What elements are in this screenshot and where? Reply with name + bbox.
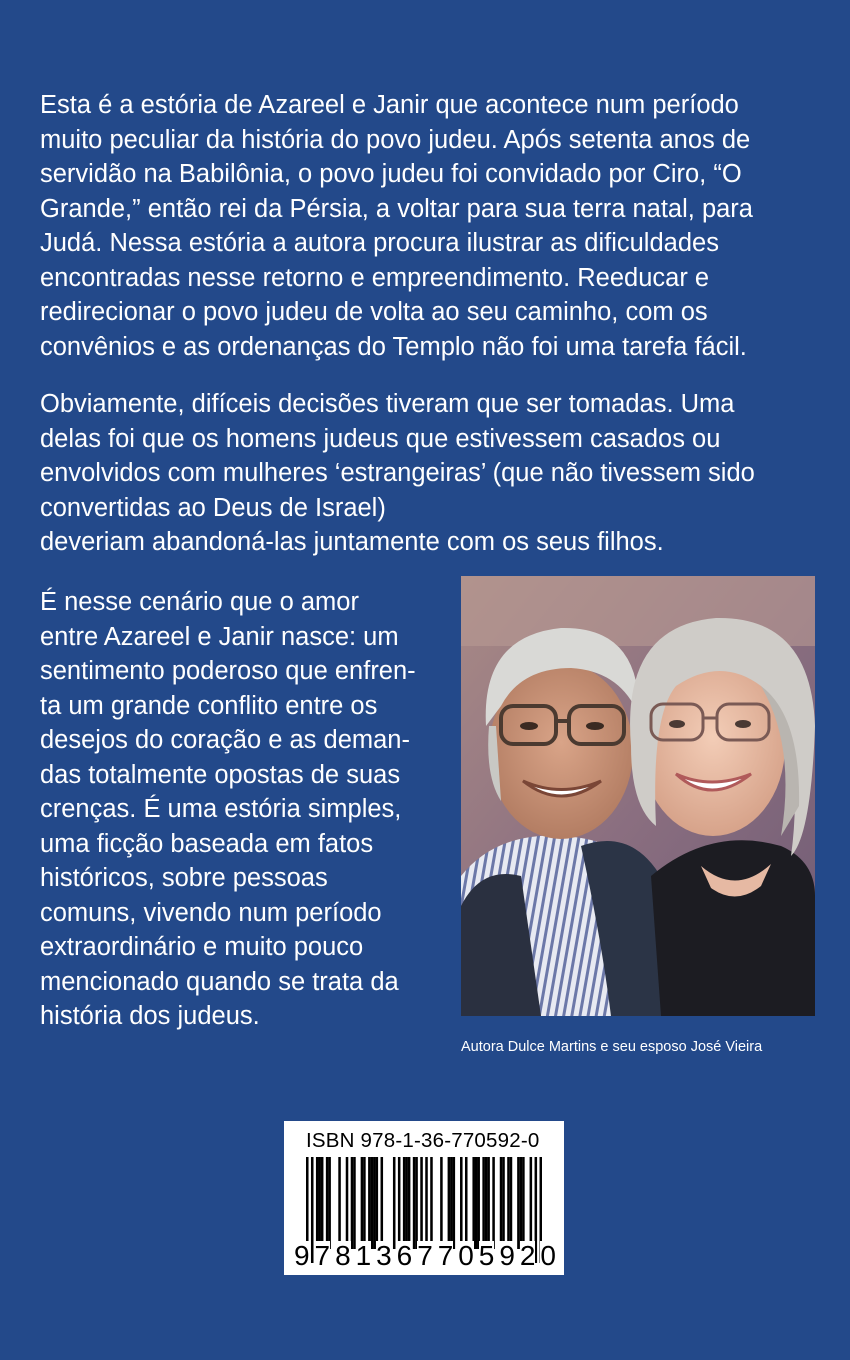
text-line: convertidas ao Deus de Israel) [40, 493, 386, 522]
synopsis-paragraph-1 [40, 88, 753, 364]
isbn-digit: 1 [355, 1240, 372, 1271]
barcode-bar [363, 1157, 366, 1249]
barcode-bar [450, 1157, 453, 1249]
barcode-bar [361, 1157, 364, 1249]
barcode-bar [448, 1157, 451, 1249]
text-line: ta um grande conflito entre os [40, 691, 378, 720]
barcode-bar [472, 1157, 475, 1249]
barcode-bar [522, 1157, 525, 1249]
barcode-bar [373, 1157, 376, 1249]
barcode-bar [440, 1157, 443, 1249]
text-line: muito peculiar da história do povo judeu. Após setenta anos de [40, 125, 751, 154]
text-line: históricos, sobre pessoas [40, 864, 328, 892]
isbn-digit: 9 [499, 1240, 515, 1271]
author-photo [461, 576, 815, 1016]
barcode-bar [492, 1157, 495, 1249]
text-line: uma ficção baseada em fatos [40, 829, 374, 858]
text-line: convênios e as ordenanças do Templo não foi uma tarefa fácil. [40, 332, 747, 361]
isbn-digits [294, 1241, 556, 1271]
barcode-bar [398, 1157, 401, 1249]
isbn-digit: 2 [519, 1240, 536, 1271]
text-line: história dos judeus. [40, 1002, 260, 1030]
text-line: delas foi que os homens judeus que estivessem casados ou [40, 424, 721, 453]
barcode-bar [371, 1157, 374, 1249]
text-line: redirecionar o povo judeu de volta ao seu caminho, com os [40, 298, 708, 326]
barcode-bar [507, 1157, 510, 1249]
barcode-bar [460, 1157, 463, 1249]
isbn-digit: 7 [314, 1240, 331, 1271]
text-line: entre Azareel e Janir nasce: um [40, 622, 399, 651]
barcode-bar [326, 1157, 329, 1249]
isbn-digit: 0 [540, 1240, 556, 1271]
barcode-bar [465, 1157, 468, 1249]
barcode-bar [351, 1157, 354, 1249]
barcode-bar [403, 1157, 406, 1249]
barcode-bar [328, 1157, 331, 1249]
barcode-bar [517, 1157, 520, 1249]
isbn-digit: 0 [458, 1240, 474, 1271]
barcode-bar [453, 1157, 456, 1249]
text-line: mencionado quando se trata da [40, 967, 399, 996]
barcode-bar [485, 1157, 488, 1249]
barcode-bar [318, 1157, 321, 1249]
text-line: Judá. Nessa estória a autora procura ilustrar as dificuldades [40, 229, 719, 257]
barcode-bar [393, 1157, 396, 1249]
barcode-bar [475, 1157, 478, 1249]
isbn-digit: 7 [417, 1240, 433, 1271]
barcode-bar [381, 1157, 384, 1249]
text-line: É nesse cenário que o amor [40, 588, 359, 616]
isbn-digit: 7 [437, 1240, 454, 1271]
photo-caption: Autora Dulce Martins e seu esposo José Vieira [461, 1039, 763, 1055]
synopsis-paragraph-3 [40, 585, 416, 1034]
isbn-digit: 8 [335, 1240, 351, 1271]
text-line: envolvidos com mulheres ‘estrangeiras’ (que não tivessem sido [40, 459, 755, 487]
text-line: sentimento poderoso que enfren- [40, 657, 416, 685]
text-line: Grande,” então rei da Pérsia, a voltar para sua terra natal, para [40, 194, 753, 223]
barcode-bar [430, 1157, 433, 1249]
barcode-bar [487, 1157, 490, 1249]
text-line: das totalmente opostas de suas [40, 760, 401, 789]
barcode-bar [321, 1157, 324, 1249]
barcode-bar [368, 1157, 371, 1249]
isbn-barcode [284, 1121, 564, 1275]
barcode-bar [346, 1157, 349, 1249]
barcode-bar [415, 1157, 418, 1249]
barcode-bar [520, 1157, 523, 1249]
barcode-bar [502, 1157, 505, 1249]
text-line: comuns, vivendo num período [40, 898, 382, 927]
barcode-bar [530, 1157, 533, 1249]
barcode-bar [376, 1157, 379, 1249]
isbn-digit: 9 [294, 1240, 310, 1271]
synopsis-paragraph-2 [40, 387, 755, 560]
barcode-bar [405, 1157, 408, 1249]
barcode-bar [500, 1157, 503, 1249]
barcode-bar [477, 1157, 480, 1249]
isbn-digit: 3 [376, 1240, 392, 1271]
text-line: desejos do coração e as deman- [40, 726, 410, 754]
barcode-bar [316, 1157, 319, 1249]
barcode-bar [353, 1157, 356, 1249]
barcode-bar [482, 1157, 485, 1249]
barcode-bar [338, 1157, 341, 1249]
isbn-digit: 5 [478, 1240, 495, 1271]
isbn-digit: 6 [396, 1240, 413, 1271]
text-line: encontradas nesse retorno e empreendimento. Reeducar e [40, 263, 710, 292]
text-line: Obviamente, difíceis decisões tiveram que ser tomadas. Uma [40, 390, 735, 418]
barcode-bar [408, 1157, 411, 1249]
isbn-label: ISBN 978-1-36-770592-0 [306, 1129, 540, 1152]
text-line: Esta é a estória de Azareel e Janir que acontece num período [40, 91, 739, 119]
text-line: extraordinário e muito pouco [40, 933, 364, 961]
text-line: servidão na Babilônia, o povo judeu foi convidado por Ciro, “O [40, 160, 742, 188]
text-line: deveriam abandoná-las juntamente com os seus filhos. [40, 528, 664, 556]
text-line: crenças. É uma estória simples, [40, 795, 402, 823]
barcode-bar [510, 1157, 513, 1249]
barcode-bar [413, 1157, 416, 1249]
